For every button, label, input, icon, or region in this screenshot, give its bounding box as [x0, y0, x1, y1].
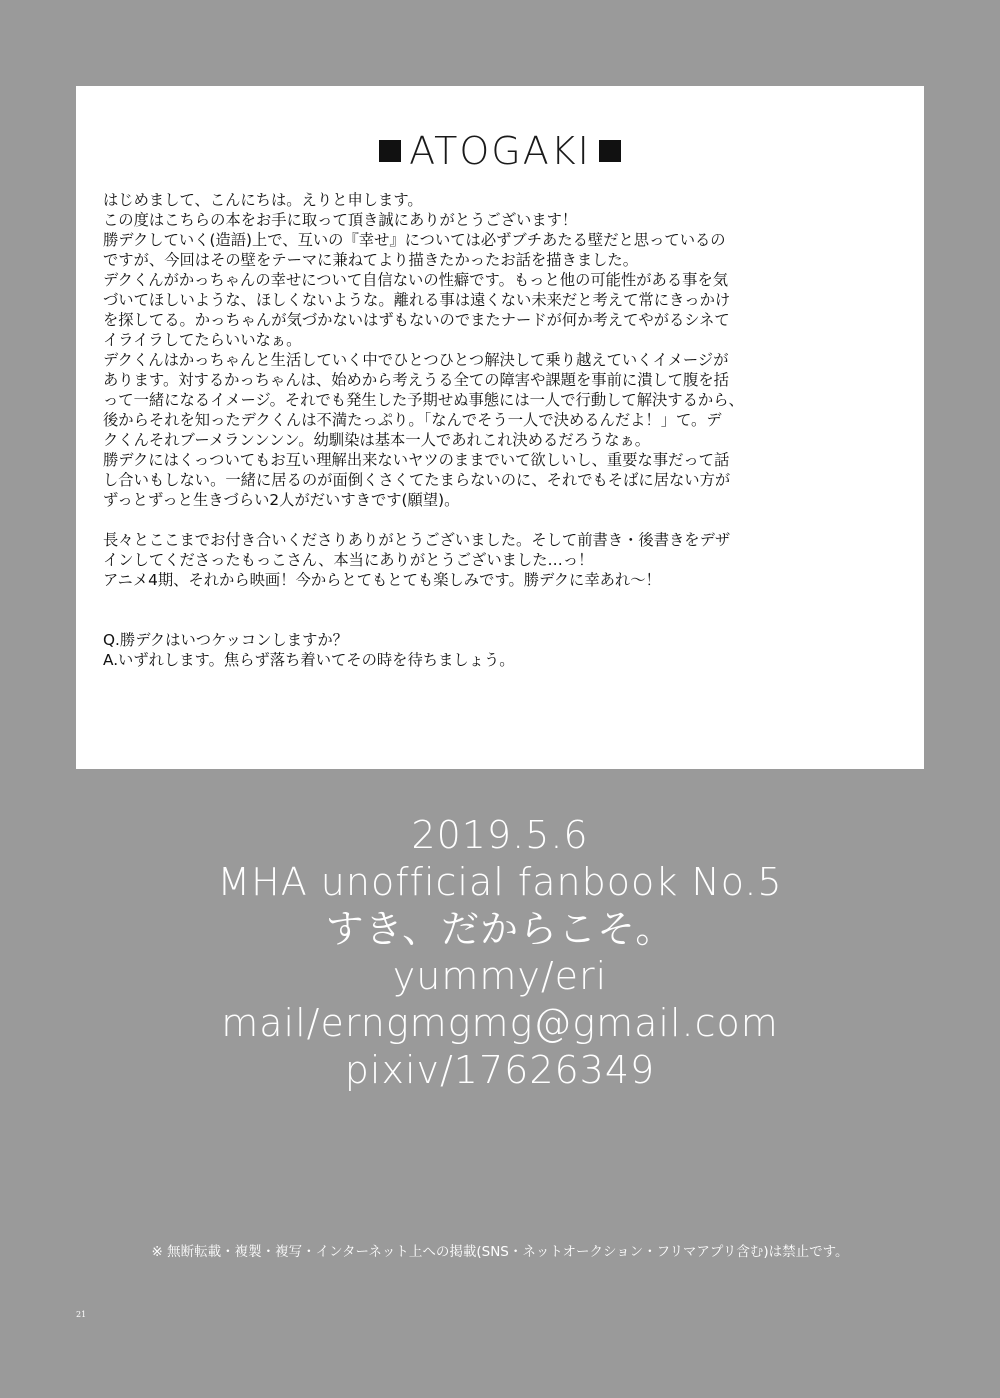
afterword-line: この度はこちらの本をお手に取って頂き誠にありがとうございます！	[103, 211, 578, 229]
afterword-line: ずっとずっと生きづらい2人がだいすきです(願望)。	[103, 491, 460, 509]
colophon-mail: mail/erngmgmg@gmail.com	[221, 1001, 779, 1045]
afterword-line: イライラしてたらいいなぁ。	[103, 331, 302, 349]
copyright-notice: ※ 無断転載・複製・複写・インターネット上への掲載(SNS・ネットオークション・フリマアプリ含む)は禁止です。	[151, 1244, 849, 1260]
afterword-line: クくんそれブーメランンンン。幼馴染は基本一人であれこれ決めるだろうなぁ。	[103, 431, 651, 449]
afterword-line: あります。対するかっちゃんは、始めから考えうる全ての障害や課題を事前に潰して腹を括	[103, 371, 729, 389]
afterword-line: 後からそれを知ったデクくんは不満たっぷり。「なんでそう一人で決めるんだよ！」て。デ	[103, 411, 722, 429]
afterword-line: はじめまして、こんにちは。えりと申します。	[103, 191, 423, 209]
page-number: 21	[76, 1310, 87, 1319]
afterword-line: って一緒になるイメージ。それでも発生した予期せぬ事態には一人で行動して解決するから、	[103, 391, 744, 409]
afterword-line: づいてほしいような、ほしくないような。離れる事は遠くない未来だと考えて常にきっかけ	[103, 291, 731, 309]
colophon-series: MHA unofficial fanbook No.5	[217, 860, 783, 904]
afterword-line: 勝デクしていく(造語)上で、互いの『幸せ』については必ずブチあたる壁だと思っているの	[103, 231, 726, 249]
afterword-line: デクくんがかっちゃんの幸せについて自信ないの性癖です。もっと他の可能性がある事を気	[103, 271, 729, 289]
black-square-icon	[379, 140, 401, 162]
afterword-line: インしてくださったもっこさん、本当にありがとうございました…っ！	[103, 551, 594, 569]
afterword-line: デクくんはかっちゃんと生活していく中でひとつひとつ解決して乗り越えていくイメージが	[103, 351, 729, 369]
afterword-line: し合いもしない。一緒に居るのが面倒くさくてたまらないのに、それでもそばに居ない方が	[103, 471, 731, 489]
afterword-line: 長々とここまでお付き合いくださりありがとうございました。そして前書き・後書きをデザ	[103, 531, 731, 549]
colophon-circle: yummy/eri	[392, 954, 608, 998]
black-square-icon	[599, 140, 621, 162]
colophon-book-title: すき、だからこそ。	[325, 907, 675, 951]
afterword-title	[76, 131, 924, 171]
colophon-pixiv: pixiv/17626349	[344, 1048, 656, 1092]
colophon	[0, 812, 1000, 1094]
question-line: Q.勝デクはいつケッコンしますか？	[103, 631, 348, 649]
paragraph-spacer	[103, 510, 903, 530]
afterword-line: アニメ4期、それから映画！今からとてもとても楽しみです。勝デクに幸あれ～！	[103, 571, 661, 589]
paragraph-spacer	[103, 590, 903, 630]
afterword-line: を探してる。かっちゃんが気づかないはずもないのでまたナードが何か考えてやがるシネて	[103, 311, 730, 329]
answer-line: A.いずれします。焦らず落ち着いてその時を待ちましょう。	[103, 651, 515, 669]
afterword-title-text: ATOGAKI	[409, 129, 591, 173]
afterword-line: ですが、今回はその壁をテーマに兼ねてより描きたかったお話を描きました。	[103, 251, 639, 269]
colophon-date: 2019.5.6	[411, 813, 589, 857]
afterword-box	[76, 86, 924, 769]
afterword-line: 勝デクにはくっついてもお互い理解出来ないヤツのままでいて欲しいし、重要な事だって話	[103, 451, 730, 469]
afterword-body	[103, 190, 903, 670]
